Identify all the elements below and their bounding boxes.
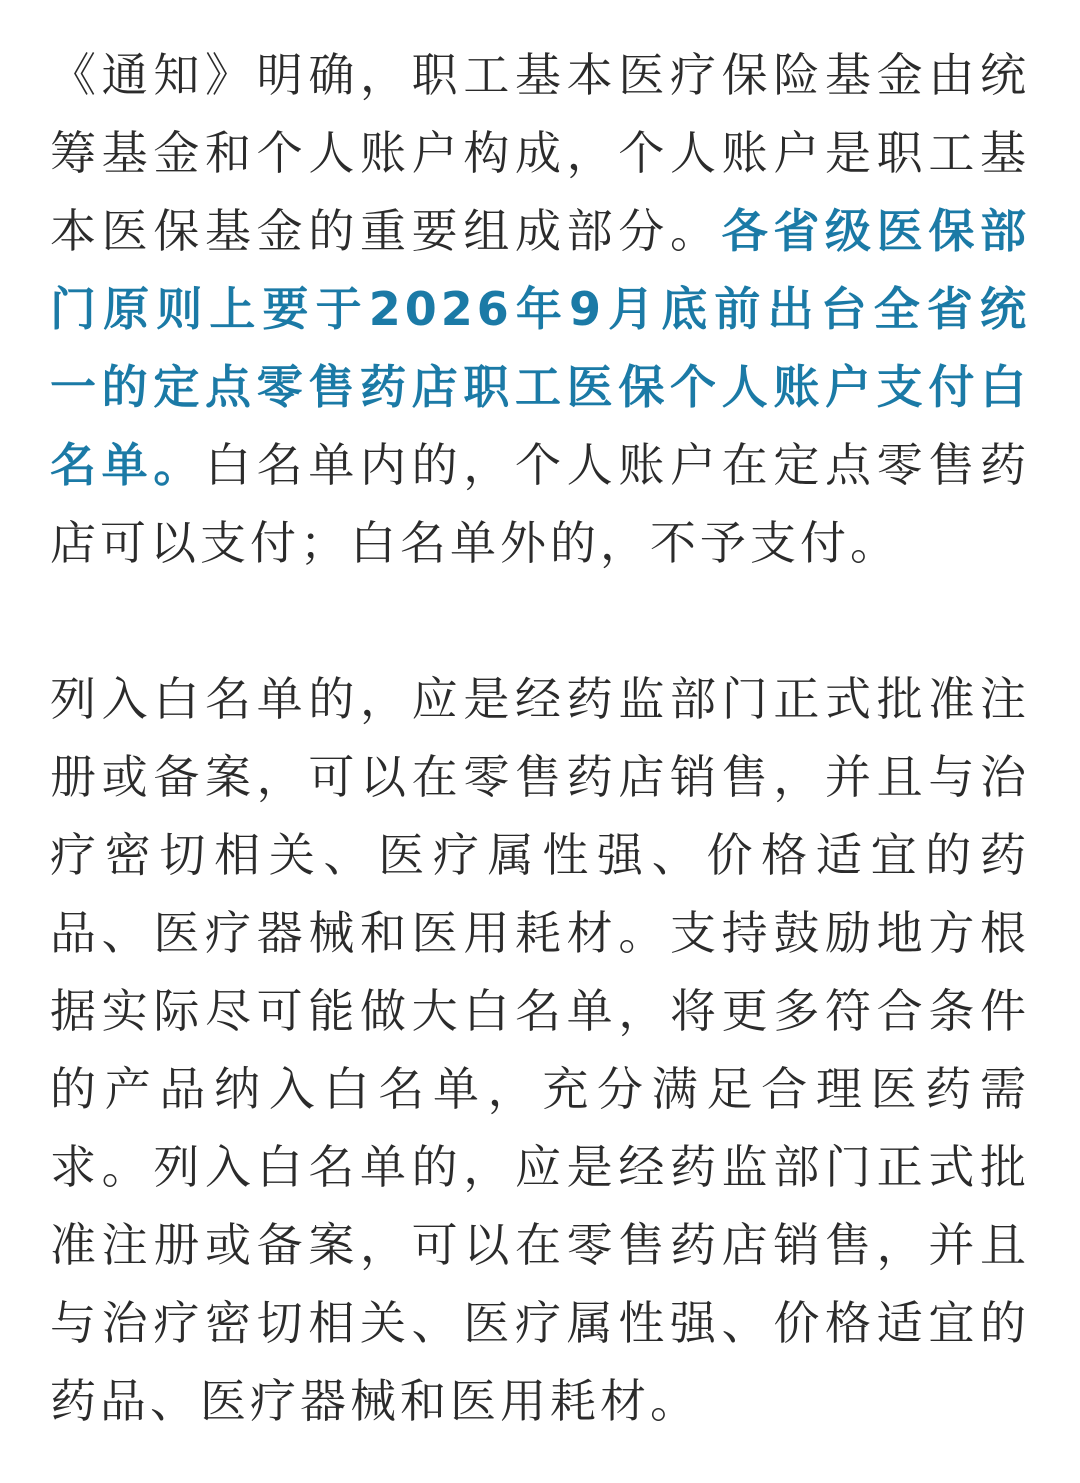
article-body (50, 36, 1030, 1440)
paragraph-notice-text-2: 白名单内的，个人账户在定点零售药店可以支付；白名单外的，不予支付。 (50, 438, 1030, 570)
highlighted-whitelist-deadline: 各省级医保部门原则上要于2026年9月底前出台全省统一的定点零售药店职工医保个人账户支付白名单。 (50, 204, 1031, 492)
paragraph-whitelist-criteria: 列入白名单的，应是经药监部门正式批准注册或备案，可以在零售药店销售，并且与治疗密切相关、医疗属性强、价格适宜的药品、医疗器械和医用耗材。支持鼓励地方根据实际尽可能做大白名单，将更多符合条件的产品纳入白名单，充分满足合理医药需求。列入白名单的，应是经药监部门正式批准注册或备案，可以在零售药店销售，并且与治疗密切相关、医疗属性强、价格适宜的药品、医疗器械和医用耗材。 (50, 672, 1030, 1428)
paragraph-notice (50, 36, 1030, 582)
paragraph-notice-text-1: 《通知》明确，职工基本医疗保险基金由统筹基金和个人账户构成，个人账户是职工基本医保基金的重要组成部分。 (50, 48, 1030, 258)
